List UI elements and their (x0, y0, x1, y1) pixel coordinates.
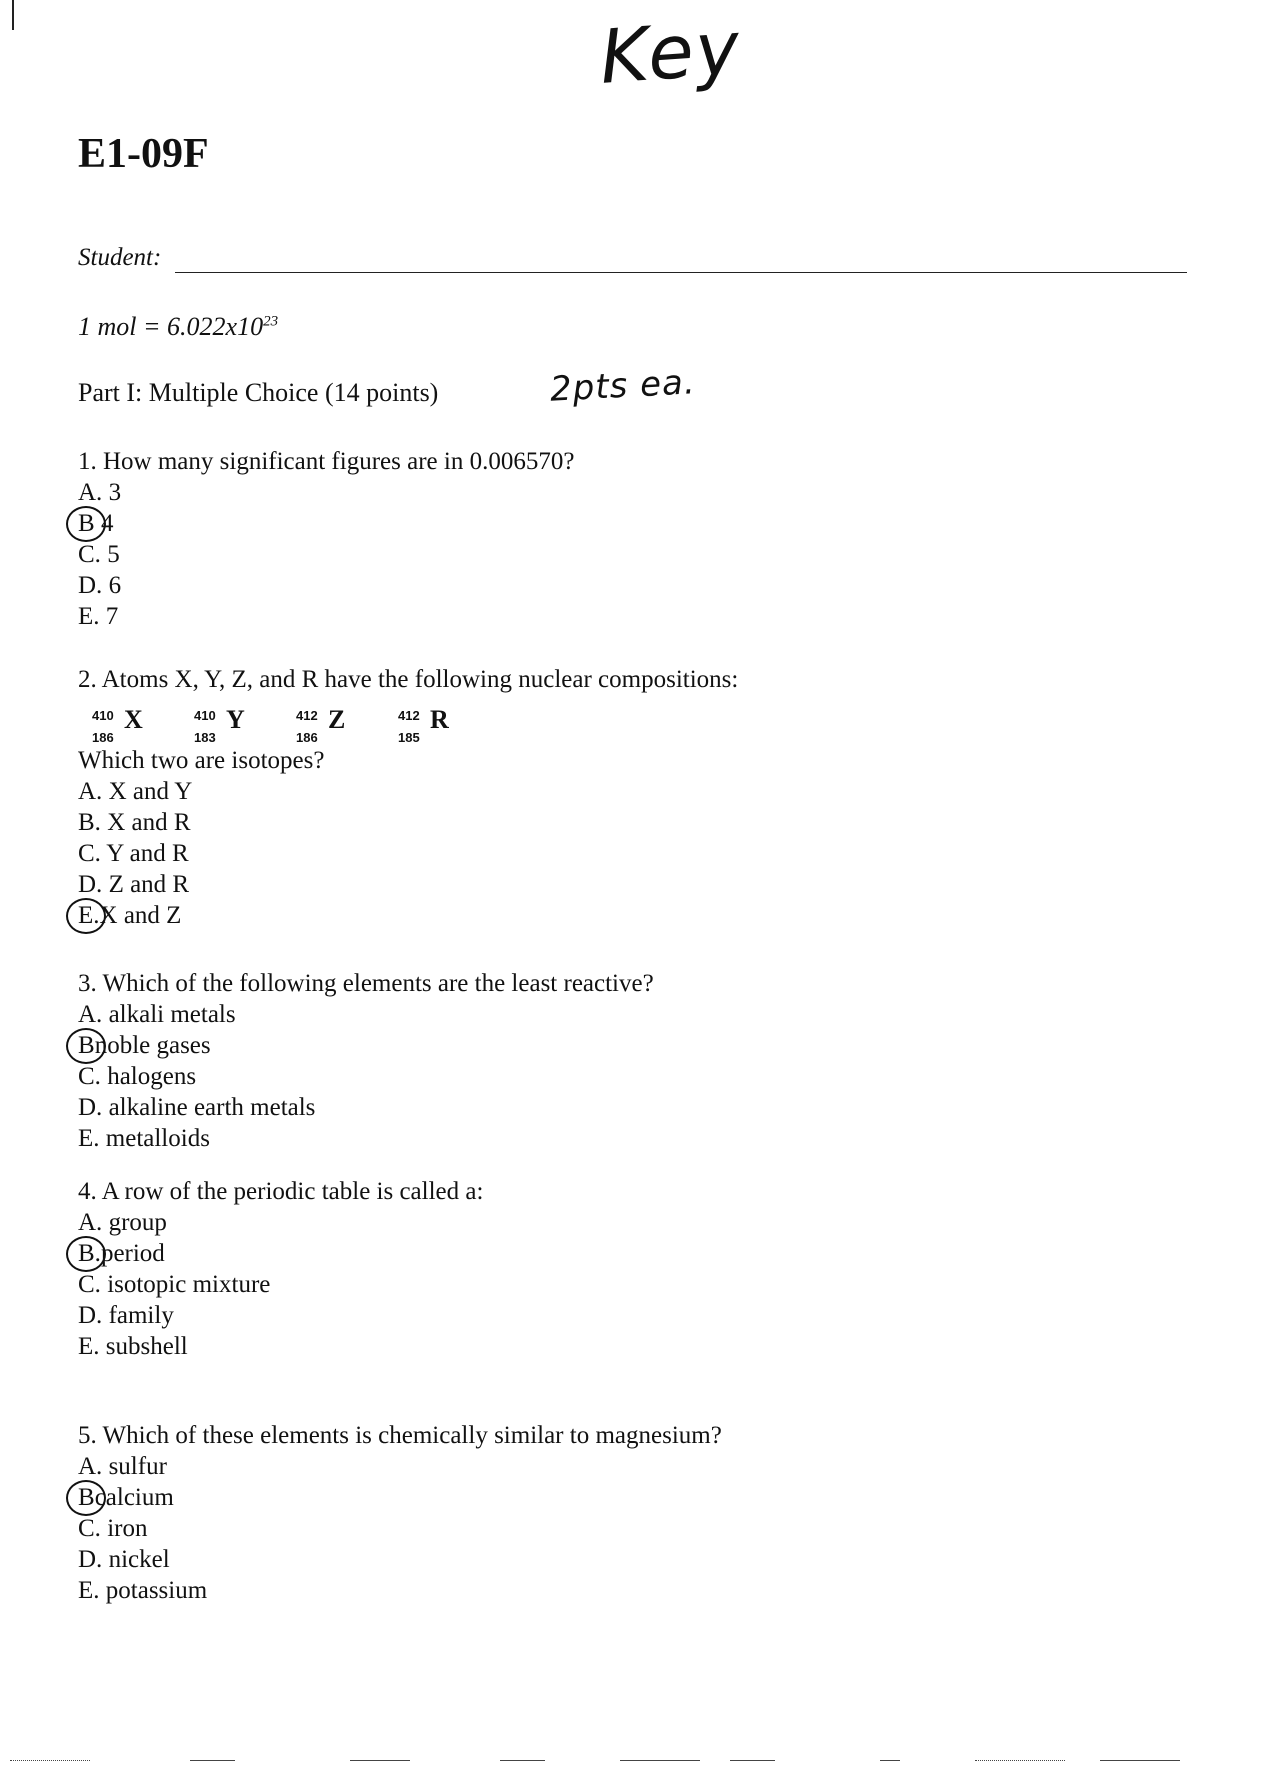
answer-circle (66, 506, 106, 542)
mass-number: 410 (92, 708, 114, 723)
choice-letter: E. (78, 603, 100, 630)
choice-a[interactable] (78, 1207, 483, 1238)
choice-letter: A. (78, 778, 103, 805)
choice-e-selected[interactable] (78, 900, 738, 931)
choice-d[interactable] (78, 1300, 483, 1331)
choice-a[interactable] (78, 999, 654, 1030)
scan-artifact-line (350, 1760, 410, 1761)
choice-letter: D. (78, 572, 103, 599)
scan-artifact-line (880, 1760, 900, 1761)
choice-letter: C. (78, 840, 101, 867)
choice-text: nickel (102, 1546, 170, 1573)
mass-number: 412 (296, 708, 318, 723)
choice-letter: C. (78, 1271, 101, 1298)
student-name-line[interactable] (175, 272, 1187, 273)
nuclide-r (398, 698, 460, 745)
question-1 (78, 446, 574, 632)
choice-c[interactable] (78, 838, 738, 869)
choice-e[interactable] (78, 1331, 483, 1362)
scan-artifact-line (730, 1760, 775, 1761)
choice-letter: B. (78, 1240, 101, 1267)
choice-b-selected[interactable] (78, 1482, 722, 1513)
question-stem: 2. Atoms X, Y, Z, and R have the following nuclear compositions: (78, 666, 739, 693)
choice-letter: B (78, 510, 95, 537)
choice-text: metalloids (99, 1125, 210, 1152)
element-symbol: X (124, 705, 143, 734)
choice-letter: D. (78, 871, 103, 898)
handwritten-key-note: Key (597, 5, 745, 101)
choice-text: X and Y (102, 778, 193, 805)
choice-letter: A. (78, 1453, 103, 1480)
choice-a[interactable] (78, 477, 574, 508)
question-stem: 5. Which of these elements is chemically similar to magnesium? (78, 1422, 722, 1449)
choice-text: isotopic mixture (100, 1271, 271, 1298)
atomic-number: 186 (296, 730, 318, 745)
mass-number: 410 (194, 708, 216, 723)
choice-letter: B (78, 1484, 95, 1511)
choice-text: calcium (94, 1484, 174, 1511)
atomic-number: 186 (92, 730, 114, 745)
scan-artifact-line (620, 1760, 700, 1761)
nuclide-y (194, 698, 256, 745)
question-stem: 3. Which of the following elements are the least reactive? (78, 970, 654, 997)
choice-letter: C. (78, 1063, 101, 1090)
choice-text: subshell (99, 1333, 188, 1360)
scan-artifact-line (500, 1760, 545, 1761)
choice-c[interactable] (78, 539, 574, 570)
nuclide-x (92, 698, 154, 745)
scan-artifact-line (10, 1760, 90, 1761)
choice-letter: A. (78, 1001, 103, 1028)
choice-text: sulfur (102, 1453, 167, 1480)
choice-b-selected[interactable] (78, 1030, 654, 1061)
element-symbol: R (430, 705, 449, 734)
question-prompt: Which two are isotopes? (78, 747, 325, 774)
answer-circle (66, 898, 106, 934)
choice-text: group (102, 1209, 167, 1236)
choice-e[interactable] (78, 1123, 654, 1154)
choice-text: period (100, 1240, 165, 1267)
atomic-number: 185 (398, 730, 420, 745)
answer-circle (66, 1236, 106, 1272)
choice-text: X and R (100, 809, 191, 836)
choice-letter: D. (78, 1302, 103, 1329)
choice-letter: E. (78, 1125, 100, 1152)
mass-number: 412 (398, 708, 420, 723)
handwritten-points-note: 2pts ea. (549, 362, 697, 410)
choice-b-selected[interactable] (78, 508, 574, 539)
choice-text: 3 (102, 479, 122, 506)
nuclide-z (296, 698, 358, 745)
choice-d[interactable] (78, 1544, 722, 1575)
choice-text: halogens (100, 1063, 197, 1090)
choice-letter: E. (78, 1333, 100, 1360)
choice-text: 4 (94, 510, 114, 537)
choice-e[interactable] (78, 601, 574, 632)
scan-mark (12, 0, 14, 30)
mole-constant-text: 1 mol = 6.022x10 (78, 312, 264, 341)
choice-letter: B (78, 1032, 95, 1059)
nuclide-list (92, 695, 738, 745)
element-symbol: Z (328, 705, 346, 734)
choice-e[interactable] (78, 1575, 722, 1606)
scan-artifact-line (1100, 1760, 1180, 1761)
question-5 (78, 1420, 722, 1606)
question-3 (78, 968, 654, 1154)
question-2 (78, 664, 738, 931)
choice-text: 7 (99, 603, 119, 630)
choice-text: 6 (102, 572, 122, 599)
atomic-number: 183 (194, 730, 216, 745)
choice-text: alkali metals (102, 1001, 236, 1028)
choice-c[interactable] (78, 1513, 722, 1544)
choice-letter: C. (78, 541, 101, 568)
choice-text: Y and R (100, 840, 189, 867)
choice-d[interactable] (78, 1092, 654, 1123)
choice-letter: B. (78, 809, 101, 836)
question-stem: 4. A row of the periodic table is called a: (78, 1178, 484, 1205)
choice-letter: A. (78, 1209, 103, 1236)
exam-title: E1-09F (78, 131, 209, 177)
question-4 (78, 1176, 483, 1362)
answer-circle (66, 1028, 106, 1064)
choice-text: iron (100, 1515, 148, 1542)
choice-text: alkaline earth metals (102, 1094, 316, 1121)
scan-artifact-line (190, 1760, 235, 1761)
mole-constant (78, 312, 278, 342)
choice-b-selected[interactable] (78, 1238, 483, 1269)
choice-letter: E. (78, 1577, 100, 1604)
choice-c[interactable] (78, 1269, 483, 1300)
choice-text: Z and R (102, 871, 190, 898)
choice-text: potassium (99, 1577, 208, 1604)
student-label: Student: (78, 244, 162, 271)
choice-letter: D. (78, 1094, 103, 1121)
element-symbol: Y (226, 705, 245, 734)
choice-text: family (102, 1302, 174, 1329)
scan-artifact-line (975, 1760, 1065, 1761)
choice-c[interactable] (78, 1061, 654, 1092)
choice-b[interactable] (78, 807, 738, 838)
choice-d[interactable] (78, 570, 574, 601)
choice-a[interactable] (78, 776, 738, 807)
choice-letter: C. (78, 1515, 101, 1542)
part-heading: Part I: Multiple Choice (14 points) (78, 378, 439, 407)
choice-text: noble gases (94, 1032, 211, 1059)
choice-text: X and Z (99, 902, 182, 929)
mole-constant-exponent: 23 (263, 313, 279, 330)
question-stem: 1. How many significant figures are in 0.006570? (78, 448, 575, 475)
answer-circle (66, 1480, 106, 1516)
choice-letter: A. (78, 479, 103, 506)
choice-a[interactable] (78, 1451, 722, 1482)
choice-text: 5 (100, 541, 120, 568)
choice-d[interactable] (78, 869, 738, 900)
choice-letter: E. (78, 902, 100, 929)
choice-letter: D. (78, 1546, 103, 1573)
